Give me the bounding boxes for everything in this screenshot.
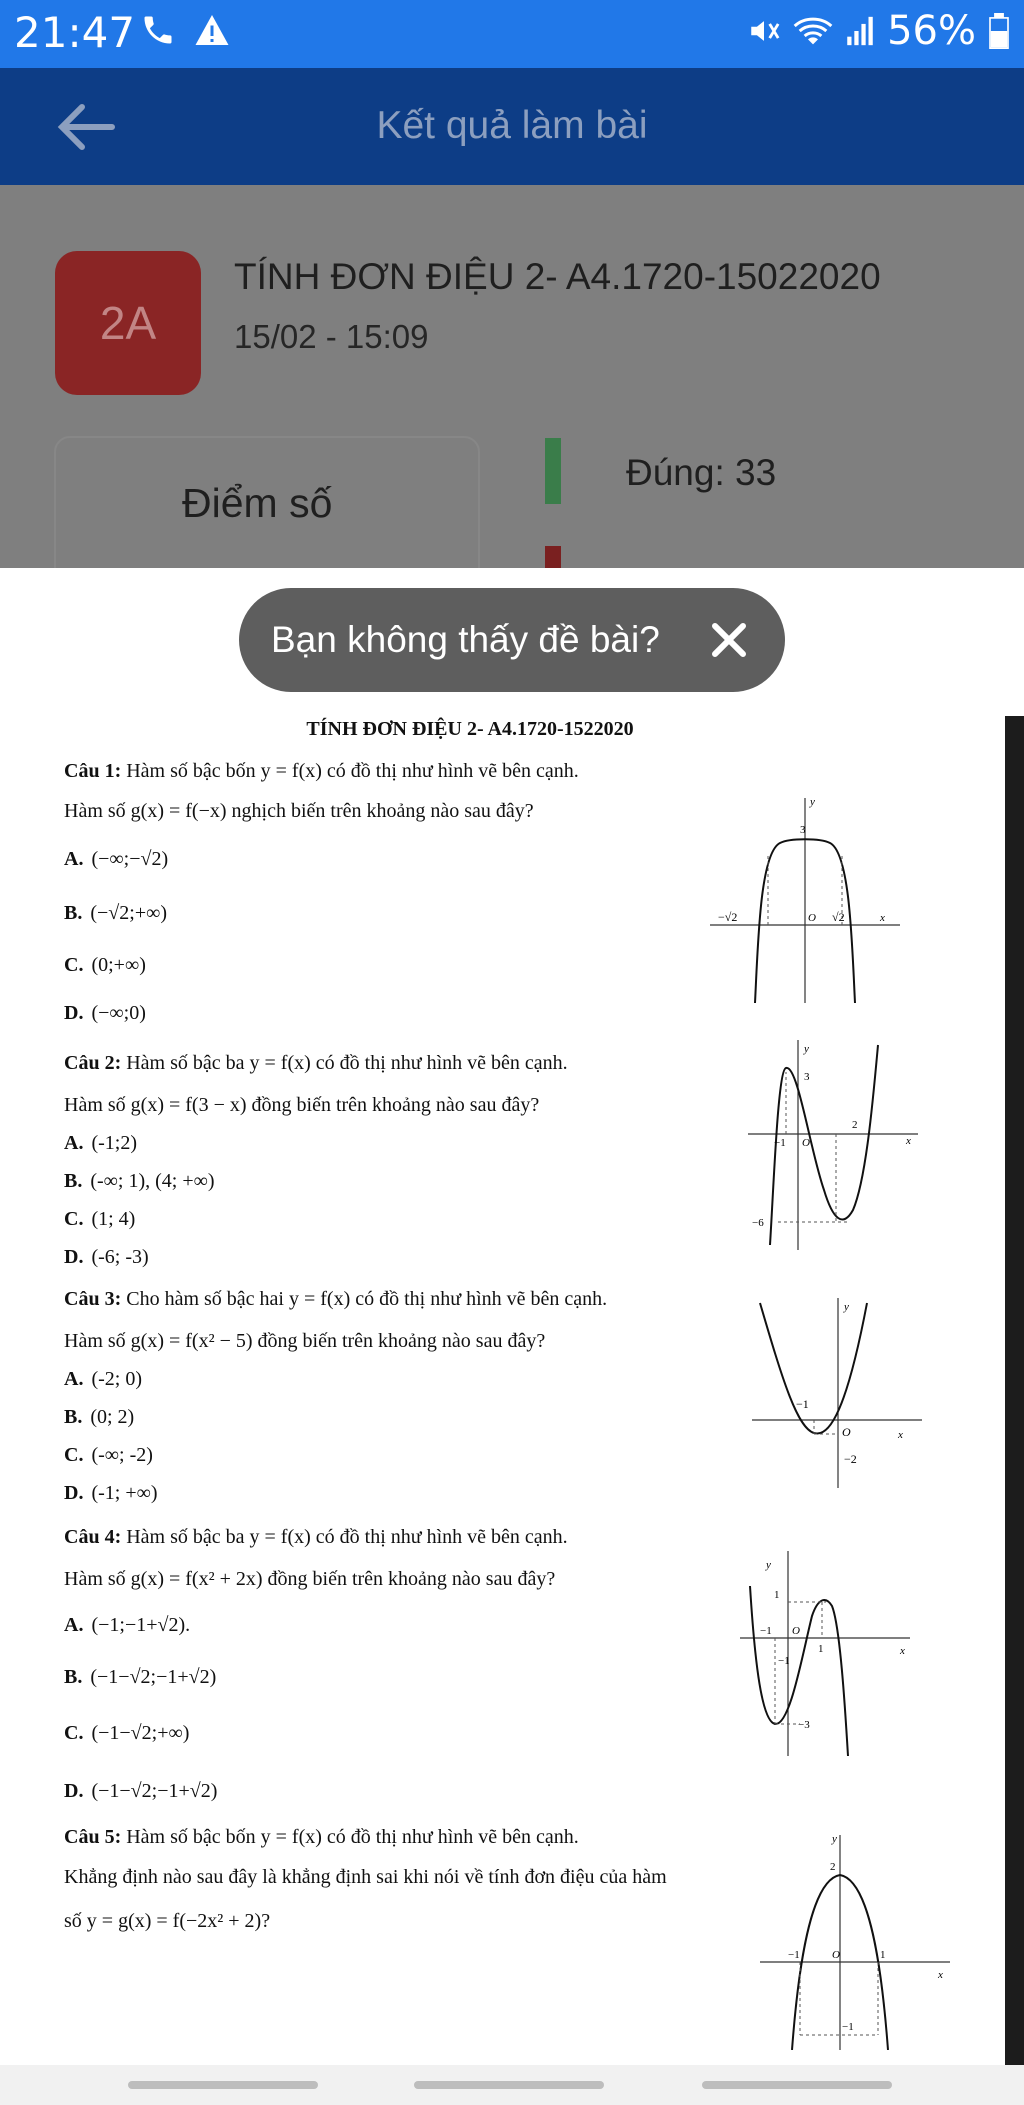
svg-text:x: x [898,1429,903,1441]
option-4c[interactable]: C. (−1−√2;+∞) [64,1722,190,1744]
svg-text:y: y [844,1301,849,1313]
option-1d[interactable]: D. (−∞;0) [64,1002,146,1024]
question-4-prompt: Hàm số g(x) = f(x² + 2x) đồng biến trên khoảng nào sau đây? [64,1568,556,1590]
class-badge: 2A [55,251,201,395]
nav-pill-center[interactable] [414,2081,604,2089]
question-4: Câu 4: Hàm số bậc ba y = f(x) có đồ thị như hình vẽ bên cạnh. [64,1526,568,1548]
correct-count: Đúng: 33 [626,452,777,493]
test-name: TÍNH ĐƠN ĐIỆU 2- A4.1720-15022020 [234,256,881,297]
svg-text:−1: −1 [760,1625,772,1637]
svg-text:x: x [906,1135,911,1147]
app-bar [0,68,1024,185]
graph-question-2 [748,1040,918,1250]
svg-text:2: 2 [852,1119,858,1131]
question-5-function: số y = g(x) = f(−2x² + 2)? [64,1910,271,1932]
option-1b[interactable]: B. (−√2;+∞) [64,902,168,924]
svg-text:2: 2 [830,1861,836,1873]
svg-text:x: x [880,912,885,924]
svg-text:y: y [810,796,815,808]
graph-question-4 [740,1546,910,1756]
option-2d[interactable]: D. (-6; -3) [64,1246,149,1268]
svg-text:3: 3 [800,824,806,836]
svg-text:−1: −1 [778,1655,790,1667]
question-document [0,700,1024,2065]
mute-icon [747,14,781,48]
svg-text:O: O [832,1949,840,1961]
svg-text:x: x [900,1645,905,1657]
option-3d[interactable]: D. (-1; +∞) [64,1482,158,1504]
svg-text:y: y [766,1559,771,1571]
warning-icon [194,13,230,47]
svg-text:−1: −1 [842,2021,854,2033]
svg-text:−2: −2 [844,1452,857,1466]
option-3c[interactable]: C. (-∞; -2) [64,1444,153,1466]
document-title: TÍNH ĐƠN ĐIỆU 2- A4.1720-1522020 [306,718,634,740]
graph-question-3 [752,1298,922,1488]
svg-text:O: O [802,1137,810,1149]
svg-text:x: x [938,1969,943,1981]
svg-text:1: 1 [818,1643,824,1655]
option-2c[interactable]: C. (1; 4) [64,1208,136,1230]
status-bar [0,0,1024,68]
question-1-prompt: Hàm số g(x) = f(−x) nghịch biến trên khoảng nào sau đây? [64,800,534,822]
app-bar-title: Kết quả làm bài [376,104,648,147]
close-icon[interactable] [707,618,751,662]
option-3a[interactable]: A. (-2; 0) [64,1368,142,1390]
battery-percent: 56% [887,8,976,54]
option-4a[interactable]: A. (−1;−1+√2). [64,1614,191,1636]
document-scrollbar[interactable] [1005,716,1024,2066]
svg-text:−6: −6 [752,1217,764,1229]
svg-text:−1: −1 [788,1949,800,1961]
app-content-dimmed [0,68,1024,568]
status-time: 21:47 [14,8,136,57]
svg-text:−3: −3 [798,1719,810,1731]
correct-bar [545,438,561,504]
svg-text:y: y [832,1833,837,1845]
svg-text:−1: −1 [774,1137,786,1149]
phone-icon [140,12,176,48]
svg-text:1: 1 [880,1949,886,1961]
question-5-prompt: Khẳng định nào sau đây là khẳng định sai khi nói về tính đơn điệu của hàm [64,1866,667,1888]
option-1c[interactable]: C. (0;+∞) [64,954,146,976]
option-4d[interactable]: D. (−1−√2;−1+√2) [64,1780,218,1802]
nav-pill-right[interactable] [702,2081,892,2089]
svg-text:−1: −1 [796,1397,809,1411]
wrong-bar [545,546,561,568]
test-date: 15/02 - 15:09 [234,318,429,355]
svg-text:O: O [792,1625,800,1637]
option-2b[interactable]: B. (-∞; 1), (4; +∞) [64,1170,215,1192]
svg-text:O: O [808,912,816,924]
battery-icon [988,13,1010,49]
option-1a[interactable]: A. (−∞;−√2) [64,848,169,870]
svg-text:√2: √2 [832,910,845,924]
score-label: Điểm số [182,480,333,526]
popup-text: Bạn không thấy đề bài? [271,619,660,660]
svg-text:1: 1 [774,1589,780,1601]
svg-text:−√2: −√2 [718,910,738,924]
question-3-prompt: Hàm số g(x) = f(x² − 5) đồng biến trên khoảng nào sau đây? [64,1330,546,1352]
wifi-icon [793,14,833,48]
missing-question-popup[interactable] [239,588,785,692]
navigation-bar [0,2065,1024,2105]
svg-text:y: y [804,1043,809,1055]
option-4b[interactable]: B. (−1−√2;−1+√2) [64,1666,217,1688]
question-2-prompt: Hàm số g(x) = f(3 − x) đồng biến trên khoảng nào sau đây? [64,1094,540,1116]
option-3b[interactable]: B. (0; 2) [64,1406,135,1428]
nav-pill-left[interactable] [128,2081,318,2089]
question-2: Câu 2: Hàm số bậc ba y = f(x) có đồ thị như hình vẽ bên cạnh. [64,1052,568,1074]
option-2a[interactable]: A. (-1;2) [64,1132,137,1154]
svg-text:3: 3 [804,1071,810,1083]
question-1: Câu 1: Hàm số bậc bốn y = f(x) có đồ thị như hình vẽ bên cạnh. [64,760,579,782]
graph-question-5 [760,1830,950,2050]
question-3: Câu 3: Cho hàm số bậc hai y = f(x) có đồ thị như hình vẽ bên cạnh. [64,1288,608,1310]
graph-question-1 [710,793,900,1003]
signal-icon [845,14,875,48]
question-5: Câu 5: Hàm số bậc bốn y = f(x) có đồ thị như hình vẽ bên cạnh. [64,1826,579,1848]
svg-text:O: O [842,1425,851,1439]
